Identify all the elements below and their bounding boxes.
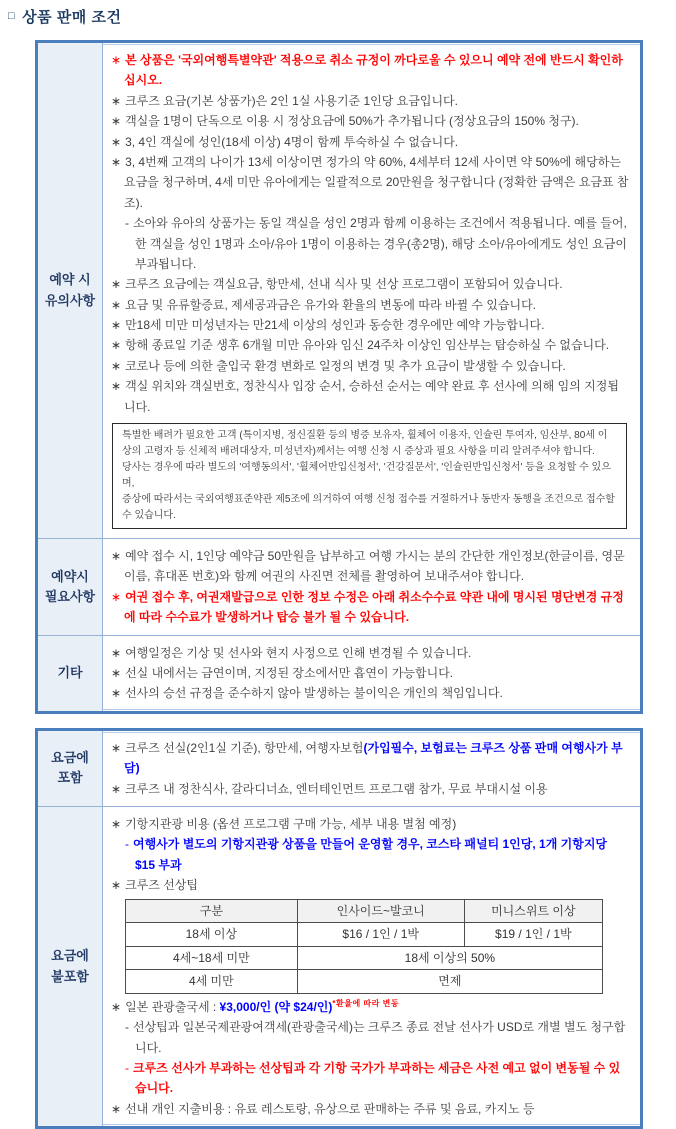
- row-label-line: 요금에: [51, 948, 89, 964]
- bullet-marker-icon: ∗: [111, 999, 122, 1014]
- price-table-cell: 18세 이상: [126, 923, 298, 947]
- bullet-marker-icon: ∗: [111, 665, 122, 680]
- row-label-line: 포함: [57, 770, 83, 786]
- row-label-cell: [38, 539, 103, 635]
- onboard-tip-price-table: [125, 899, 603, 994]
- text-segment: 코로나 등에 의한 출입국 환경 변화로 일정의 변경 및 추가 요금이 발생할 수 있습니다.: [125, 358, 566, 373]
- bullet-marker-icon: -: [125, 1020, 129, 1035]
- bullet-item: [111, 643, 630, 663]
- bullet-item: [111, 1099, 630, 1119]
- bullet-marker-icon: ∗: [111, 589, 122, 604]
- price-table-cell: 18세 이상의 50%: [297, 946, 602, 970]
- bullet-marker-icon: -: [125, 837, 129, 852]
- row-content-cell: [103, 731, 640, 806]
- notice-line: 당사는 경우에 따라 별도의 '여행동의서', '휠체어반입신청서', '건강질문서', '인슐린반입신청서' 등을 요청할 수 있으며,: [122, 462, 611, 490]
- row-label-line: 유의사항: [44, 292, 96, 308]
- price-table-row: [126, 946, 603, 970]
- row-label-line: 필요사항: [44, 588, 96, 604]
- text-segment: ¥3,000/인 (약 $24/인): [219, 999, 333, 1014]
- text-segment: 객실 위치와 객실번호, 정찬식사 입장 순서, 승하선 순서는 예약 완료 후 선사에 의해 임의 지정됩니다.: [124, 379, 619, 414]
- row-label-cell: [38, 43, 103, 538]
- bullet-marker-icon: ∗: [111, 358, 122, 373]
- table-row: [38, 806, 640, 1126]
- page-title: [8, 6, 676, 27]
- text-segment: 크루즈 선상팁: [125, 878, 198, 893]
- row-label-cell: [38, 731, 103, 806]
- price-table-header-cell: 미니스위트 이상: [464, 899, 602, 923]
- sub-bullet-item: [111, 1058, 630, 1099]
- table-row: [38, 43, 640, 538]
- row-label-cell: [38, 807, 103, 1126]
- price-table-cell: 4세~18세 미만: [126, 946, 298, 970]
- price-table-cell: $16 / 1인 / 1박: [297, 923, 464, 947]
- table-row: [38, 731, 640, 806]
- bullet-item: [111, 376, 630, 417]
- text-segment: 소아와 유아의 상품가는 동일 객실을 성인 2명과 함께 이용하는 조건에서 적용됩니다. 예를 들어, 한 객실을 성인 1명과 소아/유아 1명이 이용하는 경우(총2명), 해당 소아/유아에게도 성인 요금이 부과됩니다.: [133, 216, 628, 271]
- row-content-cell: [103, 636, 640, 711]
- bullet-marker-icon: ∗: [111, 1101, 122, 1116]
- bullet-marker-icon: -: [125, 1061, 129, 1076]
- bullet-marker-icon: ∗: [111, 318, 122, 333]
- text-segment: 선실 내에서는 금연이며, 지정된 장소에서만 흡연이 가능합니다.: [125, 665, 454, 680]
- text-segment: 요금 및 유류할증료, 제세공과금은 유가와 환율의 변동에 따라 바뀔 수 있습니다.: [125, 297, 537, 312]
- bullet-marker-icon: ∗: [111, 740, 122, 755]
- bullet-marker-icon: ∗: [111, 549, 122, 564]
- text-segment: 기항지관광 비용 (옵션 프로그램 구매 가능, 세부 내용 별첨 예정): [125, 816, 457, 831]
- text-segment: 여행사가 별도의 기항지관광 상품을 만들어 운영할 경우, 코스타 패널티 1인당, 1개 기항지당 $15 부과: [133, 837, 608, 872]
- notice-line: 증상에 따라서는 국외여행표준약관 제5조에 의거하여 여행 신청 접수를 거절하거나 동반자 동행을 조건으로 접수할 수 있습니다.: [122, 494, 615, 522]
- special-care-notice-box: [112, 423, 627, 529]
- bullet-marker-icon: ∗: [111, 816, 122, 831]
- bullet-marker-icon: ∗: [111, 93, 122, 108]
- price-table-header-cell: 인사이드~발코니: [297, 899, 464, 923]
- sub-bullet-item: [111, 213, 630, 274]
- text-segment: 본 상품은 '국외여행특별약관' 적용으로 취소 규정이 까다로울 수 있으니 예약 전에 반드시 확인하십시오.: [124, 53, 623, 88]
- price-table-row: [126, 970, 603, 994]
- text-segment: 일본 관광출국세 :: [125, 999, 220, 1014]
- text-segment: 선사의 승선 규정을 준수하지 않아 발생하는 불이익은 개인의 책임입니다.: [125, 686, 503, 701]
- bullet-marker-icon: ∗: [111, 338, 122, 353]
- text-segment: (가입필수, 보험료는 크루즈 상품 판매 여행사가 부담): [124, 740, 623, 776]
- condition-tables: [35, 40, 643, 1129]
- text-segment: *환율에 따라 변동: [332, 998, 400, 1008]
- text-segment: 객실을 1명이 단독으로 이용 시 정상요금에 50%가 추가됩니다 (정상요금의 150% 청구).: [125, 114, 579, 129]
- text-segment: 크루즈 내 정찬식사, 갈라디너쇼, 엔터테인먼트 프로그램 참가, 무료 부대시설 이용: [125, 781, 548, 796]
- bullet-item: [111, 132, 630, 152]
- text-segment: 크루즈 선실(2인1실 기준), 항만세, 여행자보험: [125, 740, 364, 755]
- bullet-item: [111, 50, 630, 91]
- text-segment: 크루즈 요금(기본 상품가)은 2인 1실 사용기준 1인당 요금입니다.: [125, 93, 458, 108]
- row-content-cell: [103, 539, 640, 635]
- text-segment: 크루즈 선사가 부과하는 선상팁과 각 기항 국가가 부과하는 세금은 사전 예고 없이 변동될 수 있습니다.: [133, 1061, 621, 1096]
- bullet-item: [111, 997, 630, 1017]
- text-segment: 여행일정은 기상 및 선사와 현지 사정으로 인해 변경될 수 있습니다.: [125, 645, 472, 660]
- bullet-marker-icon: -: [125, 216, 129, 231]
- bullet-marker-icon: ∗: [111, 878, 122, 893]
- text-segment: 예약 접수 시, 1인당 예약금 50만원을 납부하고 여행 가시는 분의 간단한 개인정보(한글이름, 영문 이름, 휴대폰 번호)와 함께 여권의 사진면 전체를 촬영하여 보내주셔야 합니다.: [124, 549, 625, 584]
- row-label-line: 예약 시: [49, 272, 91, 288]
- fee-inclusions-table: [35, 728, 643, 1129]
- bullet-item: [111, 738, 630, 779]
- table-row: [38, 635, 640, 711]
- price-table-header-cell: 구분: [126, 899, 298, 923]
- row-label-line: 기타: [57, 665, 83, 681]
- text-segment: 크루즈 요금에는 객실요금, 항만세, 선내 식사 및 선상 프로그램이 포함되어 있습니다.: [125, 277, 563, 292]
- text-segment: 3, 4인 객실에 성인(18세 이상) 4명이 함께 투숙하실 수 없습니다.: [125, 134, 459, 149]
- bullet-item: [111, 152, 630, 213]
- bullet-marker-icon: ∗: [111, 645, 122, 660]
- text-segment: 3, 4번째 고객의 나이가 13세 이상이면 정가의 약 60%, 4세부터 12세 사이면 약 50%에 해당하는 요금을 청구하며, 4세 미만 유아에게는 일괄적으로 20만원을 청구합니다 (정확한 금액은 요금표 참조).: [124, 154, 629, 210]
- price-table-cell: 4세 미만: [126, 970, 298, 994]
- bullet-item: [111, 814, 630, 834]
- bullet-item: [111, 683, 630, 703]
- bullet-marker-icon: ∗: [111, 134, 122, 149]
- price-table-header-row: [126, 899, 603, 923]
- table-row: [38, 538, 640, 635]
- sub-bullet-item: [111, 1017, 630, 1058]
- price-table-cell: $19 / 1인 / 1박: [464, 923, 602, 947]
- row-content-cell: [103, 807, 640, 1126]
- bullet-marker-icon: ∗: [111, 53, 122, 67]
- row-content-cell: [103, 43, 640, 538]
- bullet-marker-icon: ∗: [111, 686, 122, 701]
- notice-line: 특별한 배려가 필요한 고객 (특이지병, 정신질환 등의 병증 보유자, 휠체어 이용자, 인슐린 투여자, 임산부, 80세 이상의 고령자 등 신체적 배려대상자, 미성년자)께서는 여행 신청 시 증상과 필요 사항을 미리 알려주셔야 합니다.: [122, 430, 608, 458]
- bullet-item: [111, 875, 630, 895]
- page-title-text: 상품 판매 조건: [22, 9, 122, 26]
- bullet-marker-icon: ∗: [111, 781, 122, 796]
- row-label-cell: [38, 636, 103, 711]
- bullet-item: [111, 315, 630, 335]
- row-label-line: 불포함: [51, 968, 89, 984]
- row-label-line: 예약시: [51, 568, 89, 584]
- bullet-marker-icon: ∗: [111, 379, 122, 394]
- bullet-item: [111, 335, 630, 355]
- bullet-item: [111, 663, 630, 683]
- bullet-item: [111, 779, 630, 799]
- text-segment: 여권 접수 후, 여권재발급으로 인한 정보 수정은 아래 취소수수료 약관 내에 명시된 명단변경 규정에 따라 수수료가 발생하거나 탑승 불가 될 수 있습니다.: [124, 589, 624, 625]
- bullet-item: [111, 91, 630, 111]
- row-label-line: 요금에: [51, 750, 89, 766]
- text-segment: 항해 종료일 기준 생후 6개월 미만 유아와 임신 24주차 이상인 임산부는 탑승하실 수 없습니다.: [125, 338, 610, 353]
- bullet-marker-icon: ∗: [111, 114, 122, 129]
- text-segment: 만18세 미만 미성년자는 만21세 이상의 성인과 동승한 경우에만 예약 가능합니다.: [125, 318, 545, 333]
- text-segment: 선상팁과 일본국제관광여객세(관광출국세)는 크루즈 종료 전날 선사가 USD로 개별 별도 청구합니다.: [133, 1020, 626, 1055]
- bullet-item: [111, 546, 630, 587]
- text-segment: 선내 개인 지출비용 : 유료 레스토랑, 유상으로 판매하는 주류 및 음료, 카지노 등: [125, 1101, 535, 1116]
- bullet-marker-icon: ∗: [111, 297, 122, 312]
- bullet-item: [111, 111, 630, 131]
- bullet-item: [111, 356, 630, 376]
- bullet-item: [111, 295, 630, 315]
- square-bullet-icon: □: [8, 9, 16, 22]
- price-table-cell: 면제: [297, 970, 602, 994]
- price-table-row: [126, 923, 603, 947]
- bullet-marker-icon: ∗: [111, 154, 122, 169]
- sub-bullet-item: [111, 834, 630, 875]
- bullet-item: [111, 587, 630, 628]
- bullet-item: [111, 274, 630, 294]
- sales-conditions-table: [35, 40, 643, 714]
- bullet-marker-icon: ∗: [111, 277, 122, 292]
